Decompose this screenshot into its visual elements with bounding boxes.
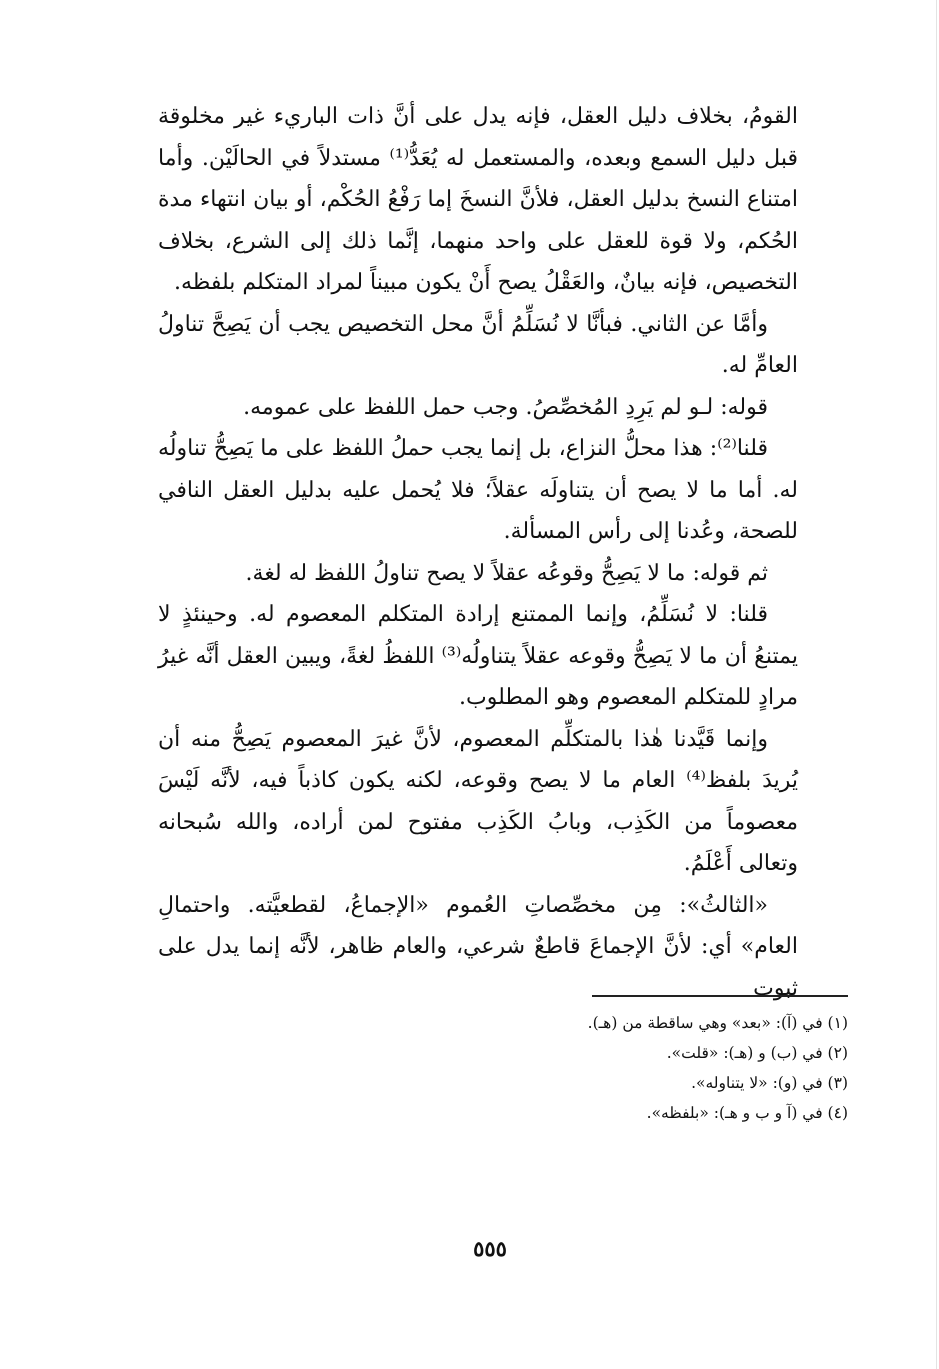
- paragraph-6: قلنا: لا نُسَلِّمُ، وإنما الممتنع إرادة المتكلم المعصوم له. وحينئذٍ لا يمتنعُ أن ما لا يَصِحُّ وقوعه عقلاً يتناولُه⁽³⁾ اللفظُ لغةً، ويبين العقل أنَّه غيرُ مرادٍ للمتكلم المعصوم وهو المطلوب.: [158, 602, 798, 710]
- paragraph-1: القومُ، بخلاف دليل العقل، فإنه يدل على أنَّ ذات الباريء غير مخلوقة قبل دليل السمع وبعده، والمستعمل له يُعَدُّ⁽¹⁾ مستدلاً في الحالَيْن. وأما امتناع النسخ بدليل العقل، فلأنَّ النسخَ إما رَفْعُ الحُكْم، أو بيان انتهاء مدة الحُكم، ولا قوة للعقل على واحد منهما، إنَّما ذلك إلى الشرع، بخلاف التخصيص، فإنه بيانٌ، والعَقْلُ يصح أَنْ يكون مبيناً لمراد المتكلم بلفظه.: [158, 104, 798, 295]
- paragraph-3: قوله: لـو لم يَرِدِ المُخصِّصُ. وجب حمل اللفظ على عمومه.: [243, 394, 768, 420]
- paragraph-4: قلنا⁽²⁾: هذا محلُّ النزاع، بل إنما يجب حملُ اللفظ على ما يَصِحُّ تناولُه له. أما ما لا يصح أن يتناولَه عقلاً؛ فلا يُحمل عليه بدليل العقل النافي للصحة، وعُدنا إلى رأس المسألة.: [158, 436, 798, 544]
- paragraph-7: وإنما قَيَّدنا هٰذا بالمتكلِّم المعصوم، لأنَّ غيرَ المعصوم يَصِحُّ منه أن يُريدَ بلفظ⁽⁴⁾ العام ما لا يصح وقوعه، لكنه يكون كاذباً فيه، لأنَّه لَيْسَ معصوماً من الكَذِب، وبابُ الكَذِب مفتوح لمن أراده، والله سُبحانه وتعالى أَعْلَمُ.: [158, 726, 798, 876]
- footnote-3: (٣) في (و): «لا يتناوله».: [691, 1074, 848, 1092]
- footnote-2: (٢) في (ب) و (هـ): «قلت».: [666, 1044, 848, 1062]
- footnote-divider: [592, 995, 848, 997]
- footnotes: [428, 1008, 848, 1128]
- paragraph-5: ثم قوله: ما لا يَصِحُّ وقوعُه عقلاً لا يصح تناولُ اللفظ له لغة.: [245, 560, 768, 586]
- page-number: ٥٥٥: [473, 1236, 507, 1261]
- main-text: [158, 96, 798, 1009]
- scan-edge-line: [936, 0, 937, 1369]
- paragraph-2: وأمَّا عن الثاني. فبأنَّا لا نُسَلِّمُ أنَّ محل التخصيص يجب أن يَصِحَّ تناولُ العامِّ له.: [158, 311, 798, 378]
- footnote-4: (٤) في (آ و ب و هـ): «بلفظه».: [646, 1104, 848, 1122]
- paragraph-8: «الثالثُ»: مِن مخصِّصاتِ العُموم «الإجماعُ، لقطعيَّته. واحتمالِ العام» أي: لأنَّ الإجماعَ قاطعٌ شرعي، والعام ظاهر، لأنَّه إنما يدل على ثبوت: [158, 892, 798, 1001]
- footnote-1: (١) في (آ): «بعد» وهي ساقطة من (هـ).: [587, 1014, 848, 1032]
